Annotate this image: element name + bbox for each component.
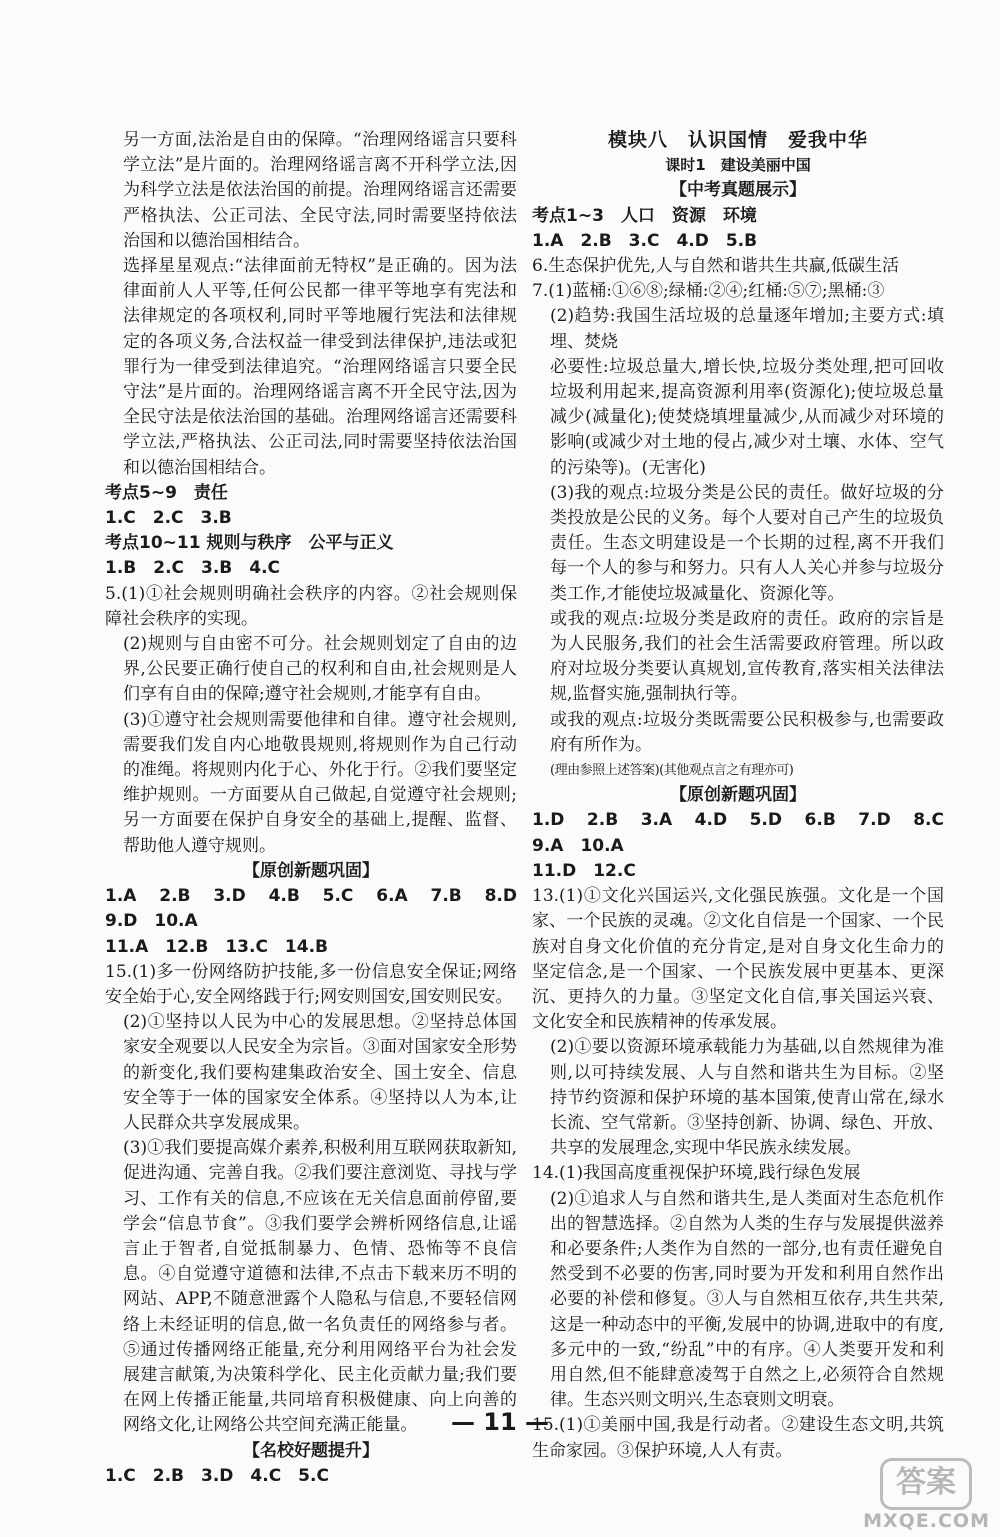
right-column xyxy=(532,128,961,1464)
left-paragraph: (2)规则与自由密不可分。社会规则划定了自由的边界,公民要正确行使自己的权利和自由,社会规则是人们享有自由的保障;遵守社会规则,才能享有自由。 xyxy=(123,634,517,705)
right-paragraph: (2)趋势:我国生活垃圾的总量逐年增加;主要方式:填埋、焚烧 xyxy=(550,306,944,352)
right-paragraph: 或我的观点:垃圾分类是政府的责任。政府的宗旨是为人民服务,我们的社会生活需要政府管理。所以政府对垃圾分类要认真规划,宣传教育,落实相关法律法规,监督实施,强制执行等。 xyxy=(550,608,944,705)
left-paragraph: 【名校好题提升】 xyxy=(243,1440,379,1461)
right-paragraph: 课时1 建设美丽中国 xyxy=(665,156,811,175)
right-paragraph: 13.(1)①文化兴国运兴,文化强民族强。文化是一个国家、一个民族的灵魂。②文化自信是一个国家、一个民族对自身文化价值的充分肯定,是对自身文化生命力的坚定信念,是一个国家、一个民族发展中更基本、更深沉、更持久的力量。③坚定文化自信,事关国运兴衰、文化安全和民族精神的传承发展。 xyxy=(532,886,944,1033)
left-paragraph: 【原创新题巩固】 xyxy=(243,860,379,881)
right-paragraph: (2)①追求人与自然和谐共生,是人类面对生态危机作出的智慧选择。②自然为人类的生存与发展提供滋养和必要条件;人类作为自然的一部分,也有责任避免自然受到不必要的伤害,同时要为开发和利用自然作出必要的补偿和修复。③人与自然相互依存,共生共荣,这是一种动态中的平衡,发展中的协调,进取中的有度,多元中的一致,“纷乱”中的有序。④人类要开发和利用自然,但不能肆意凌驾于自然之上,必须符合自然规律。生态兴则文明兴,生态衰则文明衰。 xyxy=(550,1188,944,1411)
left-paragraph: 考点5~9 责任 xyxy=(105,482,228,503)
left-paragraph: (2)①坚持以人民为中心的发展思想。②坚持总体国家安全观要以人民安全为宗旨。③面对国家安全形势的新变化,我们要构建集政治安全、国土安全、信息安全等于一体的国家安全体系。④坚持以人为本,让人民群众共享发展成果。 xyxy=(123,1012,517,1133)
left-paragraph: 11.A 12.B 13.C 14.B xyxy=(105,936,329,957)
right-paragraph: (3)我的观点:垃圾分类是公民的责任。做好垃圾的分类投放是公民的义务。每个人要对自己产生的垃圾负责任。生态文明建设是一个长期的过程,离不开我们每一个人的参与和努力。只有人人关心并参与垃圾分类工作,才能使垃圾减量化、资源化等。 xyxy=(550,482,944,604)
left-paragraph: 1.C 2.C 3.B xyxy=(105,508,232,529)
watermark xyxy=(850,1458,990,1530)
right-paragraph: 【中考真题展示】 xyxy=(670,180,806,201)
right-paragraph: 1.A 2.B 3.C 4.D 5.B xyxy=(532,230,758,251)
left-paragraph: 15.(1)多一份网络防护技能,多一份信息安全保证;网络安全始于心,安全网络践于行;网安则国安,国安则民安。 xyxy=(105,961,517,1007)
left-paragraph: 1.B 2.C 3.B 4.C xyxy=(105,558,281,579)
right-paragraph: 或我的观点:垃圾分类既需要公民积极参与,也需要政府有所作为。 xyxy=(550,709,944,755)
left-paragraph: 1.A 2.B 3.D 4.B 5.C 6.A 7.B 8.D 9.D 10.A xyxy=(105,886,534,932)
right-paragraph: 15.(1)①美丽中国,我是行动者。②建设生态文明,共筑生命家园。③保护环境,人人有责。 xyxy=(532,1415,944,1461)
right-paragraph: 6.生态保护优先,人与自然和谐共生共赢,低碳生活 xyxy=(532,256,900,277)
watermark-url: MXQE.COM xyxy=(863,1510,990,1532)
right-paragraph: (2)①要以资源环境承载能力为基础,以自然规律为准则,以可持续发展、人与自然和谐共生为目标。②坚持节约资源和保护环境的基本国策,使青山常在,绿水长流、空气常新。③坚持创新、协调、绿色、开放、共享的发展理念,实现中华民族永续发展。 xyxy=(550,1037,944,1159)
right-paragraph: 模块八 认识国情 爱我中华 xyxy=(607,129,868,151)
right-paragraph: 14.(1)我国高度重视保护环境,践行绿色发展 xyxy=(532,1163,861,1184)
left-column xyxy=(105,128,534,1489)
right-paragraph: 【原创新题巩固】 xyxy=(670,785,806,806)
left-paragraph: 1.C 2.B 3.D 4.C 5.C xyxy=(105,1465,329,1486)
left-paragraph: 考点10~11 规则与秩序 公平与正义 xyxy=(105,533,394,554)
right-paragraph: 考点1~3 人口 资源 环境 xyxy=(532,205,757,226)
right-paragraph: 1.D 2.B 3.A 4.D 5.D 6.B 7.D 8.C 9.A 10.A xyxy=(532,810,961,856)
left-paragraph: 另一方面,法治是自由的保障。“治理网络谣言只要科学立法”是片面的。治理网络谣言离不开科学立法,因为科学立法是依法治国的前提。治理网络谣言还需要严格执法、公正司法、全民守法,同时需要坚持依法治国和以德治国相结合。 xyxy=(123,130,517,251)
watermark-logo: 答案 xyxy=(880,1458,972,1510)
right-paragraph: 必要性:垃圾总量大,增长快,垃圾分类处理,把可回收垃圾利用起来,提高资源利用率(资源化);使垃圾总量减少(减量化);使焚烧填埋量减少,从而减少对环境的影响(或减少对土地的侵占,减少对土壤、水体、空气的污染等)。(无害化) xyxy=(550,356,944,478)
left-paragraph: 5.(1)①社会规则明确社会秩序的内容。②社会规则保障社会秩序的实现。 xyxy=(105,583,517,629)
left-paragraph: (3)①我们要提高媒介素养,积极利用互联网获取新知,促进沟通、完善自我。②我们要注意浏览、寻找与学习、工作有关的信息,不应该在无关信息面前停留,要学会“信息节食”。③我们要学会辨析网络信息,让谣言止于智者,自觉抵制暴力、色情、恐怖等不良信息。④自觉遵守道德和法律,不点击下载来历不明的网站、APP,不随意泄露个人隐私与信息,不要轻信网络上未经证明的信息,做一名负责任的网络参与者。⑤通过传播网络正能量,充分利用网络平台为社会发展建言献策,为决策科学化、民主化贡献力量;我们要在网上传播正能量,共同培育积极健康、向上向善的网络文化,让网络公共空间充满正能量。 xyxy=(123,1138,517,1436)
right-paragraph: (理由参照上述答案)(其他观点言之有理亦可) xyxy=(550,763,794,779)
page-number: — 11 — xyxy=(450,1408,550,1436)
right-paragraph: 7.(1)蓝桶:①⑥⑧;绿桶:②④;红桶:⑤⑦;黑桶:③ xyxy=(532,281,885,302)
left-paragraph: (3)①遵守社会规则需要他律和自律。遵守社会规则,需要我们发自内心地敬畏规则,将规则作为自己行动的准绳。将规则内化于心、外化于行。②我们要坚定维护规则。一方面要从自己做起,自觉遵守社会规则;另一方面要在保护自身安全的基础上,提醒、监督、帮助他人遵守规则。 xyxy=(123,709,517,856)
right-paragraph: 11.D 12.C xyxy=(532,860,636,881)
left-paragraph: 选择星星观点:“法律面前无特权”是正确的。因为法律面前人人平等,任何公民都一律平等地享有宪法和法律规定的各项权利,同时平等地履行宪法和法律规定的各项义务,合法权益一律受到法律保护,违法或犯罪行为一律受到法律追究。“治理网络谣言只要全民守法”是片面的。治理网络谣言离不开全民守法,因为全民守法是依法治国的基础。治理网络谣言还需要科学立法,严格执法、公正司法,同时需要坚持依法治国和以德治国相结合。 xyxy=(123,256,517,478)
